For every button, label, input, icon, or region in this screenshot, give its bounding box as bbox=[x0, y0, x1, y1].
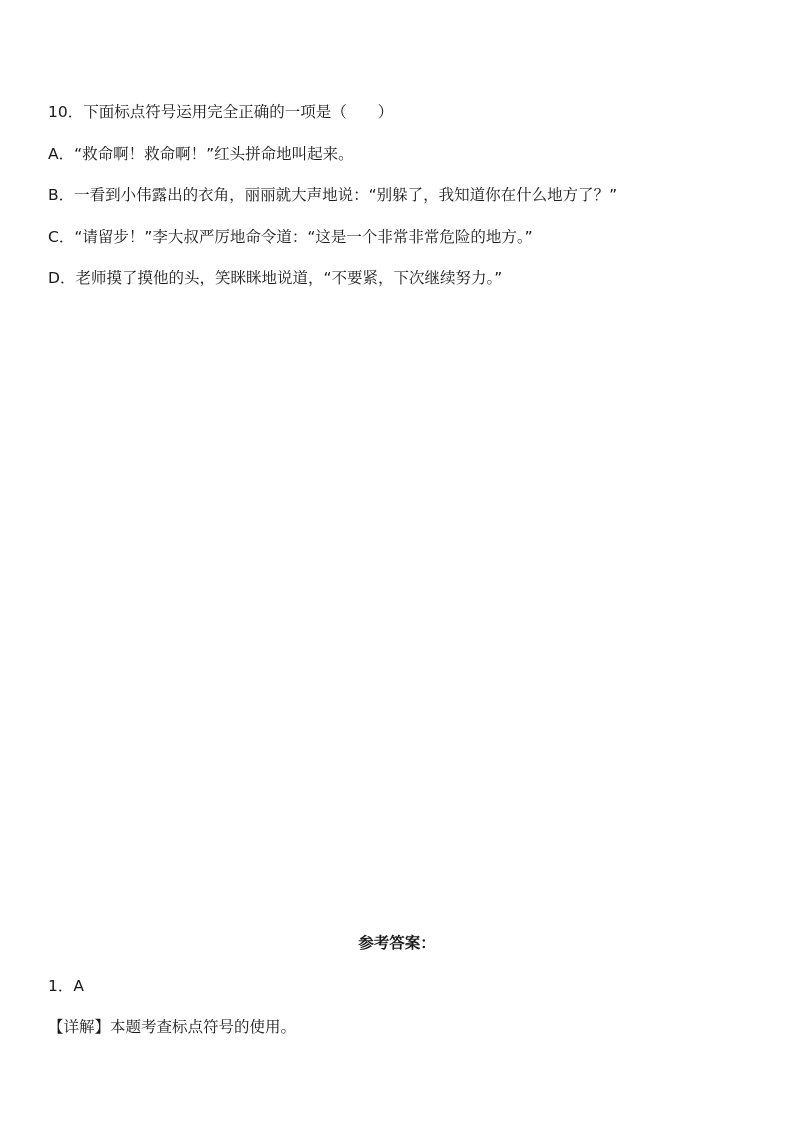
option-text: ．“救命啊！救命啊！”红头拼命地叫起来。 bbox=[58, 145, 354, 163]
answer-value: ．A bbox=[57, 977, 84, 995]
option-label: A bbox=[48, 145, 59, 163]
option-text: ．“请留步！”李大叔严厉地命令道：“这是一个非常非常危险的地方。” bbox=[58, 228, 533, 246]
answer-number: 1 bbox=[48, 977, 58, 995]
answer-item bbox=[48, 975, 84, 997]
option-label: D bbox=[48, 269, 60, 287]
option-label: C bbox=[48, 228, 59, 246]
option-b bbox=[48, 184, 617, 206]
option-text: ．老师摸了摸他的头，笑眯眯地说道，“不要紧，下次继续努力。” bbox=[59, 269, 503, 287]
answers-section-title: 参考答案： bbox=[358, 934, 436, 952]
option-c bbox=[48, 226, 533, 248]
option-d bbox=[48, 267, 502, 289]
question-text: ．下面标点符号运用完全正确的一项是（ ） bbox=[67, 103, 394, 121]
option-text: ．一看到小伟露出的衣角，丽丽就大声地说：“别躲了，我知道你在什么地方了？” bbox=[58, 186, 618, 204]
option-label: B bbox=[48, 186, 59, 204]
option-a bbox=[48, 143, 354, 165]
question-number: 10 bbox=[48, 103, 68, 121]
question-stem bbox=[48, 101, 393, 123]
answer-detail: 【详解】本题考查标点符号的使用。 bbox=[48, 1018, 297, 1036]
